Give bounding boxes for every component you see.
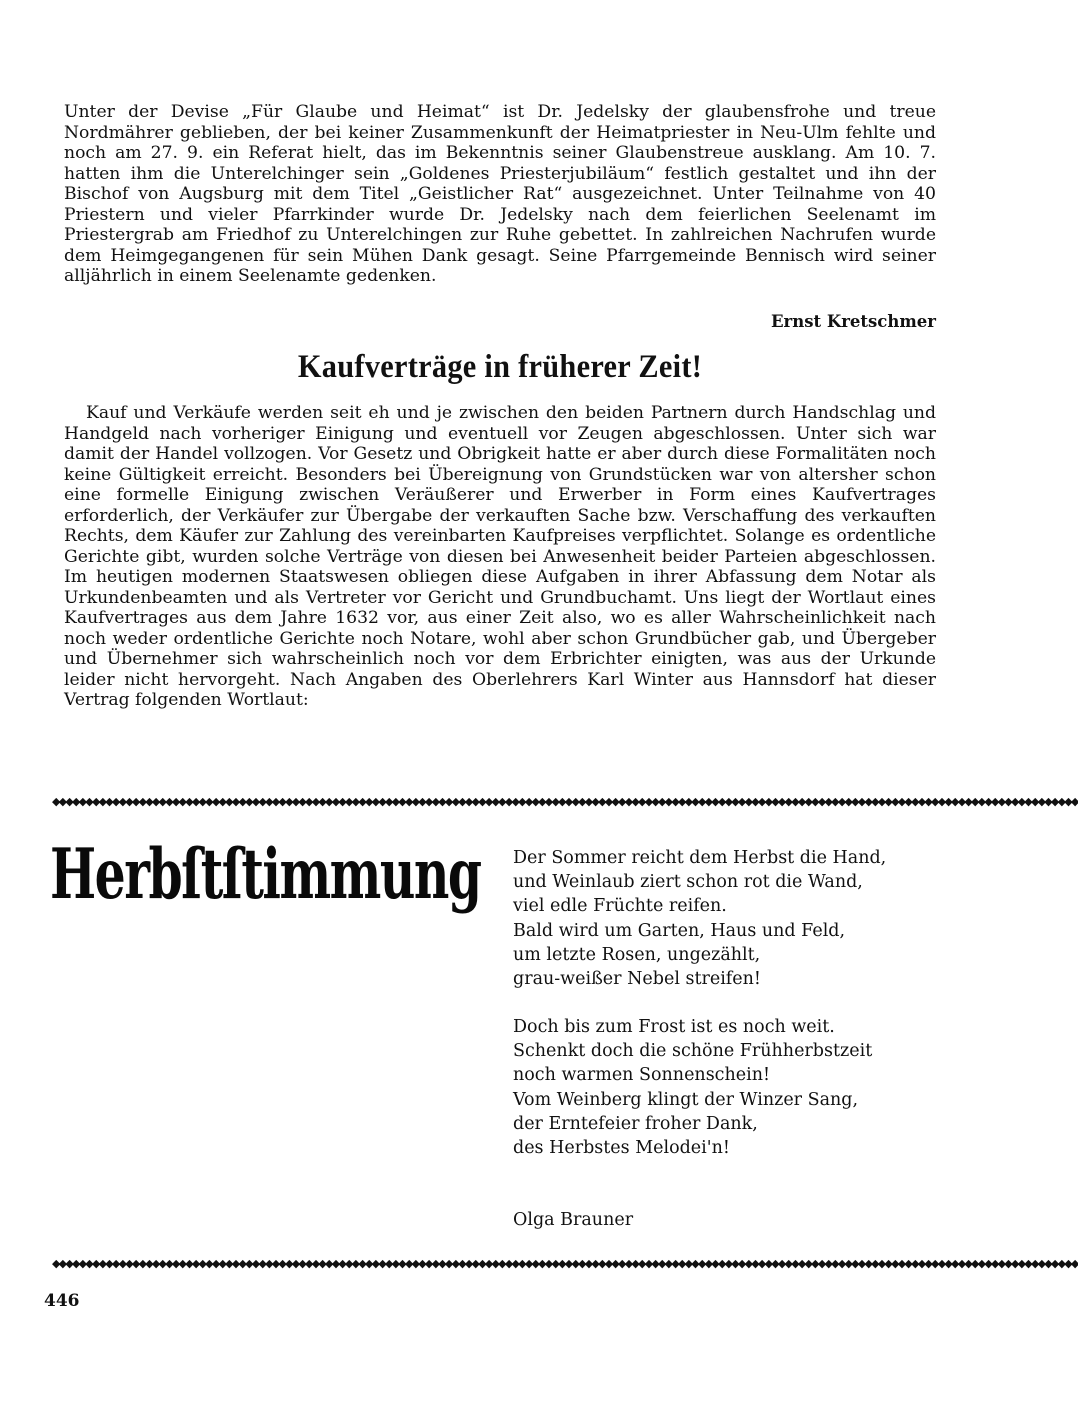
poem-line: Vom Weinberg klingt der Winzer Sang,: [513, 1089, 859, 1110]
poem-line: Der Sommer reicht dem Herbst die Hand,: [513, 848, 887, 868]
poem-line: des Herbstes Melodei'n!: [513, 1138, 730, 1159]
poem-title: Herbſtſtimmung: [50, 833, 481, 915]
poem-line: viel edle Früchte reifen.: [513, 896, 727, 917]
ornamental-divider-top: ◆◆◆◆◆◆◆◆◆◆◆◆◆◆◆◆◆◆◆◆◆◆◆◆◆◆◆◆◆◆◆◆◆◆◆◆◆◆◆◆◆◆◆◆◆◆◆◆◆◆◆◆◆◆◆◆◆◆◆◆◆◆◆◆◆◆◆◆◆◆◆◆◆◆◆◆◆◆◆◆◆◆◆◆◆◆◆◆◆◆◆◆◆◆◆◆◆◆◆◆◆◆◆◆◆◆◆◆◆◆◆◆◆◆◆◆◆◆◆◆◆◆◆◆◆◆◆◆◆◆◆◆◆◆◆◆◆◆◆◆◆◆◆◆◆◆◆◆◆◆◆◆◆◆: [52, 795, 1078, 808]
poem-line: Doch bis zum Frost ist es noch weit.: [513, 1017, 835, 1037]
article2-title: Kaufverträge in früherer Zeit!: [297, 349, 703, 385]
poem-line: und Weinlaub ziert schon rot die Wand,: [513, 872, 863, 893]
poem-stanza-1: [513, 846, 963, 991]
article1-author: Ernst Kretschmer: [770, 312, 936, 331]
article2-paragraph: Kauf und Verkäufe werden seit eh und je zwischen den beiden Partnern durch Handschlag und Handgeld nach vorheriger Einigung und eventuell vor Zeugen abgeschlossen. Unter sich war damit der Handel vollzogen. Vor Gesetz und Obrigkeit hatte er aber durch diese Formalitäten noch keine Gültigkeit erreicht. Besonders bei Übereignung von Grundstücken war von altersher schon eine formelle Einigung zwischen Veräußerer und Erwerber in Form eines Kaufvertrages erforderlich, der Verkäufer zur Übergabe der verkauften Sache bzw. Verschaffung des verkauften Rechts, dem Käufer zur Zahlung des vereinbarten Kaufpreises verpflichtet. Solange es ordentliche Gerichte gibt, wurden solche Verträge von diesen bei Anwesenheit beider Parteien abgeschlossen. Im heutigen modernen Staatswesen obliegen diese Aufgaben in ihrer Abfassung dem Notar als Urkundenbeamten und als Vertreter vor Gericht und Grundbuchamt. Uns liegt der Wortlaut eines Kaufvertrages aus dem Jahre 1632 vor, aus einer Zeit also, wo es aller Wahrscheinlichkeit nach noch weder ordentliche Gerichte noch Notare, wohl aber schon Grundbücher gab, und Übergeber und Übernehmer sich wahrscheinlich noch vor dem Erbrichter einigten, was aus der Urkunde leider nicht hervorgeht. Nach Angaben des Oberlehrers Karl Winter aus Hannsdorf hat dieser Vertrag folgenden Wortlaut:: [64, 403, 936, 710]
poem-line: der Erntefeier froher Dank,: [513, 1113, 758, 1134]
poem-line: grau-weißer Nebel streifen!: [513, 969, 761, 990]
article1-paragraph: Unter der Devise „Für Glaube und Heimat“ ist Dr. Jedelsky der glaubensfrohe und treue Nordmährer geblieben, der bei keiner Zusammenkunft der Heimatpriester in Neu-Ulm fehlte und noch am 27. 9. ein Referat hielt, das im Bekenntnis seiner Glaubenstreue ausklang. Am 10. 7. hatten ihm die Unterelchinger sein „Goldenes Priesterjubiläum“ festlich gestaltet und ihn der Bischof von Augsburg mit dem Titel „Geistlicher Rat“ ausgezeichnet. Unter Teilnahme von 40 Priestern und vieler Pfarrkinder wurde Dr. Jedelsky nach dem feierlichen Seelenamt im Priestergrab am Friedhof zu Unterelchingen zur Ruhe gebettet. In zahlreichen Nachrufen wurde dem Heimgegangenen für sein Mühen Dank gesagt. Seine Pfarrgemeinde Bennisch wird seiner alljährlich in einem Seelenamte gedenken.: [64, 102, 936, 286]
page-number: 446: [44, 1291, 80, 1311]
poem-line: noch warmen Sonnenschein!: [513, 1065, 771, 1086]
poem-line: Schenkt doch die schöne Frühherbstzeit: [513, 1041, 873, 1062]
poem-stanza-2: [513, 1015, 963, 1160]
poem-line: um letzte Rosen, ungezählt,: [513, 944, 761, 965]
poem-line: Bald wird um Garten, Haus und Feld,: [513, 920, 846, 941]
poem-author: Olga Brauner: [513, 1210, 634, 1230]
ornamental-divider-bottom: ◆◆◆◆◆◆◆◆◆◆◆◆◆◆◆◆◆◆◆◆◆◆◆◆◆◆◆◆◆◆◆◆◆◆◆◆◆◆◆◆◆◆◆◆◆◆◆◆◆◆◆◆◆◆◆◆◆◆◆◆◆◆◆◆◆◆◆◆◆◆◆◆◆◆◆◆◆◆◆◆◆◆◆◆◆◆◆◆◆◆◆◆◆◆◆◆◆◆◆◆◆◆◆◆◆◆◆◆◆◆◆◆◆◆◆◆◆◆◆◆◆◆◆◆◆◆◆◆◆◆◆◆◆◆◆◆◆◆◆◆◆◆◆◆◆◆◆◆◆◆◆◆◆◆: [52, 1257, 1078, 1270]
